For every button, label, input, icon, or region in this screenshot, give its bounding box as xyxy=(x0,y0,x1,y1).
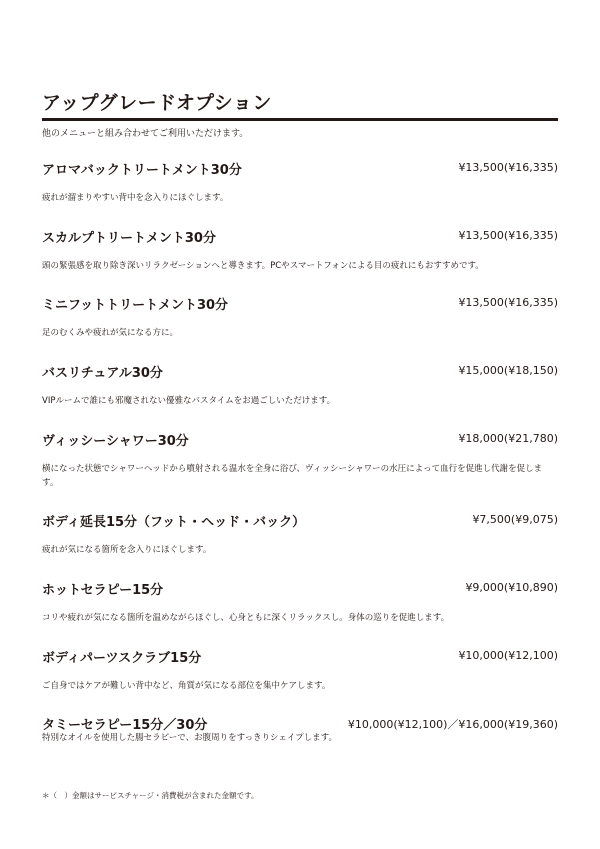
menu-item-name: ホットセラピー15分 xyxy=(42,583,164,598)
menu-item-description: 特別なオイルを使用した腸セラピーで、お腹周りをすっきりシェイプします。 xyxy=(42,733,337,743)
menu-item-price: ¥15,000(¥18,150) xyxy=(458,364,558,377)
footnote: ＊（ ）金額はサービスチャージ・消費税が含まれた金額です。 xyxy=(42,791,259,800)
menu-item-price: ¥13,500(¥16,335) xyxy=(458,161,558,174)
menu-item-price: ¥10,000(¥12,100) xyxy=(458,649,558,662)
menu-item-price: ¥9,000(¥10,890) xyxy=(465,581,558,594)
menu-item-price: ¥10,000(¥12,100)／¥16,000(¥19,360) xyxy=(347,718,558,731)
intro-text: 他のメニューと組み合わせてご利用いただけます。 xyxy=(42,129,249,139)
menu-item-name: ボディ延長15分（フット・ヘッド・バック） xyxy=(42,515,306,530)
menu-item-name: ヴィッシーシャワー30分 xyxy=(42,434,189,449)
page-title: アップグレードオプション xyxy=(42,92,272,114)
menu-item-description: 疲れが溜まりやすい背中を念入りにほぐします。 xyxy=(42,193,229,203)
menu-item-price: ¥7,500(¥9,075) xyxy=(472,513,558,526)
menu-item-description: 頭の緊張感を取り除き深いリラクゼーションへと導きます。PCやスマートフォンによる目の疲れにもおすすめです。 xyxy=(42,261,484,271)
menu-item-name: タミーセラピー15分／30分 xyxy=(42,718,208,733)
menu-item-description: VIPルームで誰にも邪魔されない優雅なバスタイムをお過ごしいただけます。 xyxy=(42,396,336,406)
menu-item-name: ボディパーツスクラブ15分 xyxy=(42,651,202,666)
menu-item-description: 足のむくみや疲れが気になる方に。 xyxy=(42,328,179,338)
menu-item-description: 疲れが気になる箇所を念入りにほぐします。 xyxy=(42,545,212,555)
menu-item-name: ミニフットトリートメント30分 xyxy=(42,298,229,313)
menu-item-price: ¥13,500(¥16,335) xyxy=(458,296,558,309)
menu-item-description: ご自身ではケアが難しい背中など、角質が気になる部位を集中ケアします。 xyxy=(42,681,331,691)
menu-item-description: 横になった状態でシャワーヘッドから噴射される温水を全身に浴び、ヴィッシーシャワーの水圧によって血行を促進し代謝を促します。 xyxy=(42,464,543,488)
title-divider xyxy=(42,118,558,121)
menu-item-name: アロマバックトリートメント30分 xyxy=(42,163,242,178)
menu-item-price: ¥18,000(¥21,780) xyxy=(458,432,558,445)
menu-item-name: バスリチュアル30分 xyxy=(42,366,163,381)
menu-item-name: スカルプトリートメント30分 xyxy=(42,231,216,246)
menu-item-description: コリや疲れが気になる箇所を温めながらほぐし、心身ともに深くリラックスし。身体の巡りを促進します。 xyxy=(42,613,450,623)
menu-item-price: ¥13,500(¥16,335) xyxy=(458,229,558,242)
